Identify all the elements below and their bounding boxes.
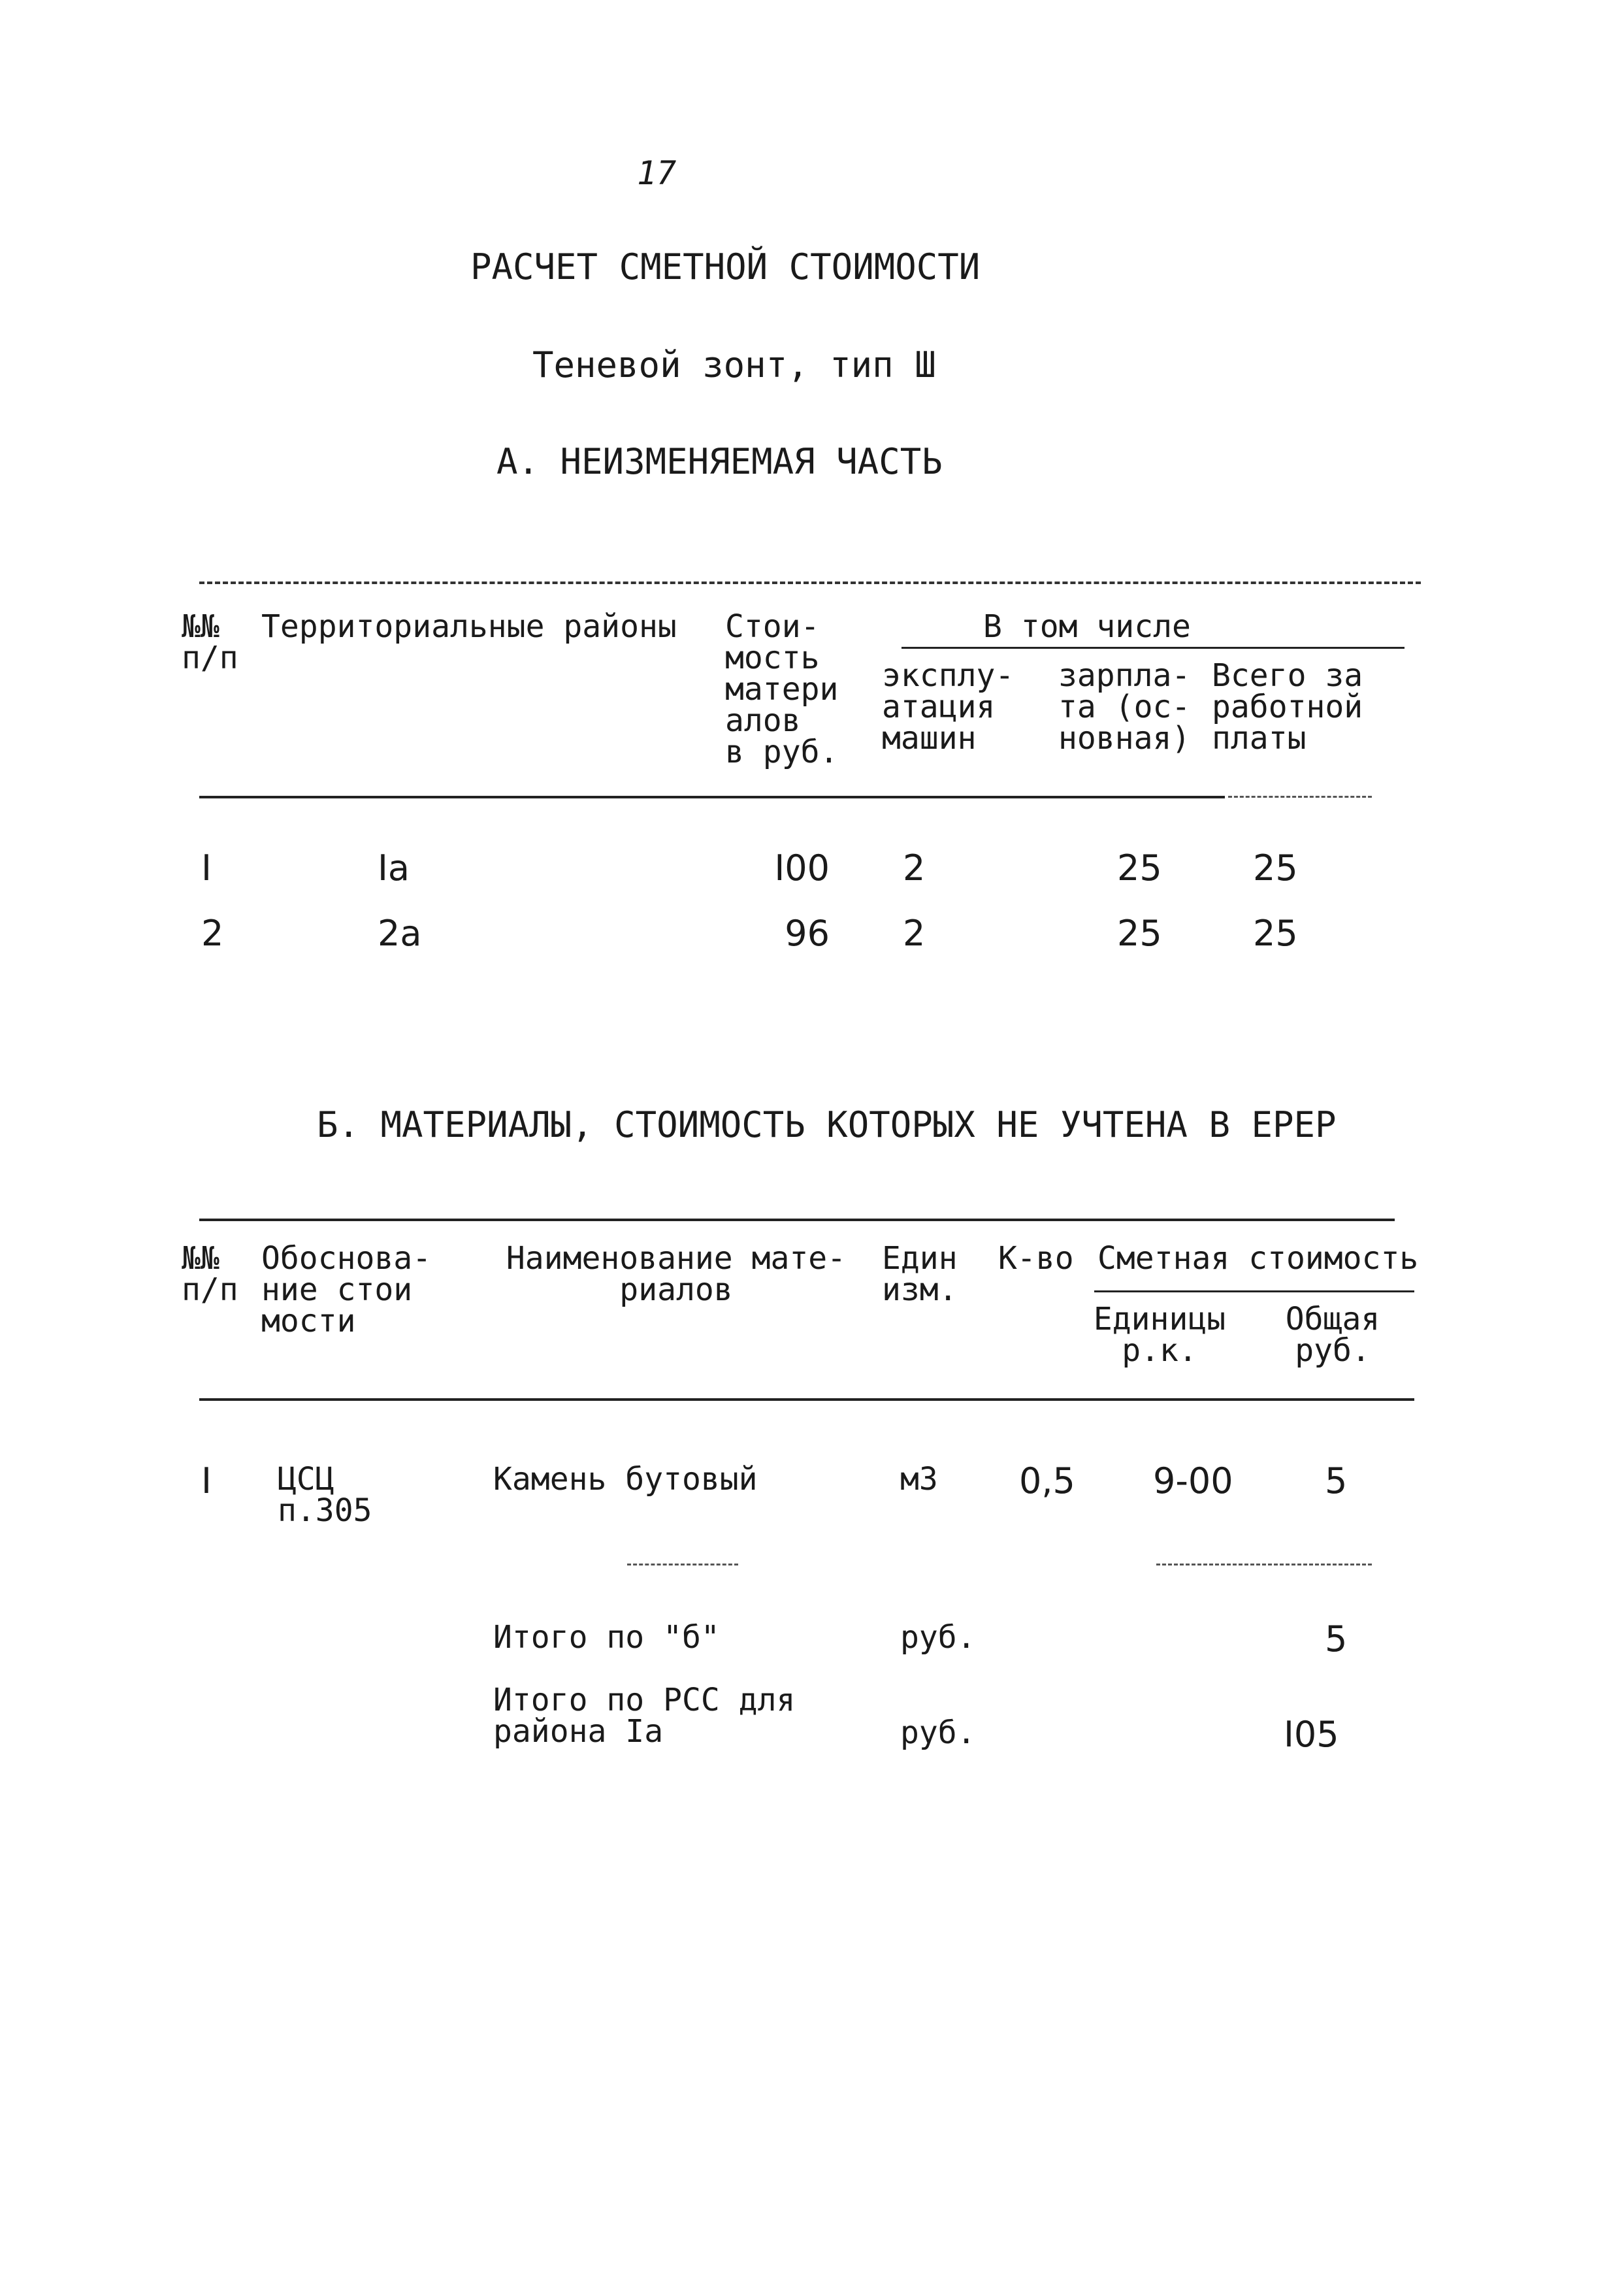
page-title: РАСЧЕТ СМЕТНОЙ СТОИМОСТИ	[470, 246, 981, 287]
row-machines: 2	[903, 847, 926, 889]
page-subtitle: Теневой зонт, тип Ш	[532, 344, 936, 385]
table-a-header-rule-tail	[1228, 796, 1372, 798]
col-header-salary: зарпла- та (ос- новная)	[1058, 657, 1191, 757]
col-header-num: №№ п/п	[182, 1240, 238, 1308]
col-header-basis: Обоснова- ние стои мости	[261, 1240, 432, 1339]
section-a-heading: А. НЕИЗМЕНЯЕМАЯ ЧАСТЬ	[496, 441, 943, 482]
table-a-top-rule	[199, 582, 1421, 584]
row-region: 2а	[378, 913, 422, 954]
row-qty: 0,5	[1019, 1460, 1075, 1501]
total-label: Итого по РСС для района Iа	[493, 1682, 796, 1750]
row-num: 2	[201, 913, 224, 954]
table-b-header-rule	[199, 1398, 1414, 1401]
row-basis: ЦСЦ п.305	[278, 1461, 372, 1529]
col-header-total-cost: Общая руб.	[1285, 1301, 1380, 1369]
col-header-qty: К-во	[998, 1240, 1074, 1277]
col-header-name: Наименование мате- риалов	[506, 1240, 847, 1308]
row-salary: 25	[1117, 913, 1162, 954]
col-header-unit: Един изм.	[882, 1240, 958, 1308]
row-total-pay: 25	[1253, 913, 1298, 954]
col-header-total-pay: Всего за работной платы	[1212, 657, 1363, 757]
row-material-name: Камень бутовый	[493, 1461, 758, 1498]
row-machines: 2	[903, 913, 926, 954]
row-salary: 25	[1117, 847, 1162, 889]
row-total-cost: 5	[1325, 1460, 1348, 1501]
section-b-heading: Б. МАТЕРИАЛЫ, СТОИМОСТЬ КОТОРЫХ НЕ УЧТЕНА В ЕРЕР	[317, 1104, 1337, 1145]
total-label: Итого по "б"	[493, 1619, 720, 1656]
col-header-estimated-cost: Сметная стоимость	[1097, 1240, 1419, 1277]
total-unit: руб.	[900, 1619, 976, 1656]
total-value: 5	[1325, 1618, 1348, 1660]
including-underline	[901, 647, 1405, 649]
row-unit: м3	[900, 1461, 938, 1498]
row-materials-cost: I00	[774, 847, 830, 889]
estimated-cost-underline	[1094, 1290, 1414, 1292]
row-region: Iа	[378, 847, 410, 889]
row-num: I	[201, 1460, 212, 1501]
col-header-num: №№ п/п	[182, 608, 238, 676]
col-header-unit-cost: Единицы р.к.	[1093, 1301, 1226, 1369]
col-header-including: В том числе	[983, 608, 1191, 645]
table-a-header-rule	[199, 796, 1225, 798]
subtotal-rule-left	[627, 1564, 738, 1565]
total-unit: руб.	[900, 1714, 976, 1751]
table-b-top-rule	[199, 1219, 1395, 1221]
row-unit-cost: 9-00	[1153, 1460, 1233, 1501]
page-number: 17	[637, 154, 677, 192]
total-value: I05	[1284, 1714, 1339, 1755]
row-total-pay: 25	[1253, 847, 1298, 889]
subtotal-rule-right	[1156, 1564, 1372, 1565]
row-materials-cost: 96	[785, 913, 830, 954]
row-num: I	[201, 847, 212, 889]
col-header-materials-cost: Стои- мость матери алов в руб.	[725, 608, 839, 770]
col-header-machines: эксплу- атация машин	[882, 657, 1015, 757]
col-header-region: Территориальные районы	[261, 608, 677, 645]
